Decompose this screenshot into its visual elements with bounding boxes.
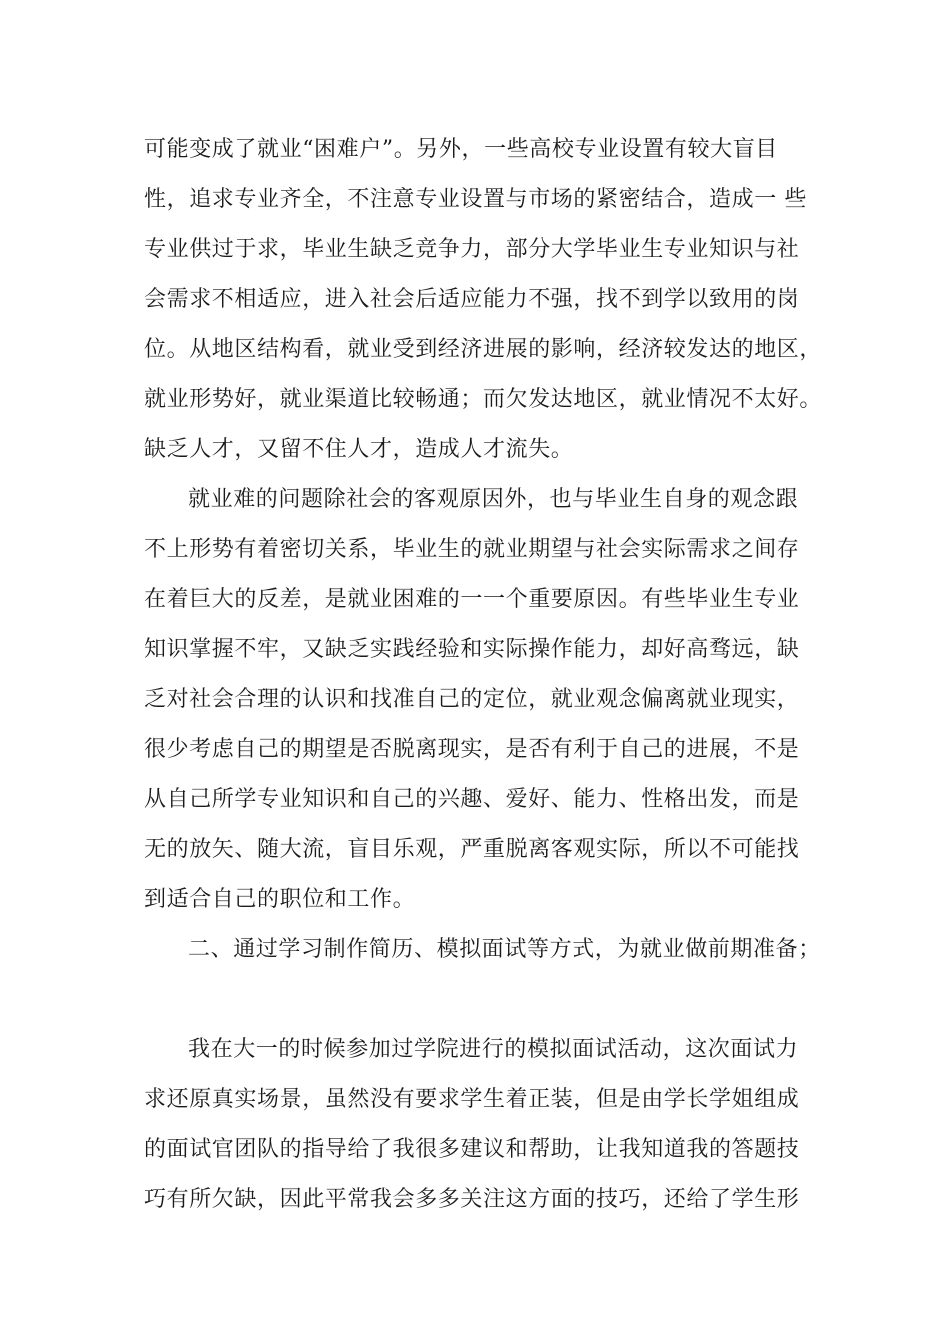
paragraph-first-line: 我在大一的时候参加过学院进行的模拟面试活动，这次面试力 <box>188 1037 799 1062</box>
paragraph-first-line: 就业难的问题除社会的客观原因外，也与毕业生自身的观念跟 <box>188 487 799 512</box>
text-line: 位。从地区结构看，就业受到经济进展的影响，经济较发达的地区， <box>144 337 823 362</box>
text-line: 可能变成了就业“困难户”。另外，一些高校专业设置有较大盲目 <box>144 137 778 162</box>
text-line: 缺乏人才，又留不住人才，造成人才流失。 <box>144 437 574 462</box>
text-line: 从自己所学专业知识和自己的兴趣、爱好、能力、性格出发，而是 <box>144 787 800 812</box>
text-line: 巧有所欠缺，因此平常我会多多关注这方面的技巧，还给了学生形 <box>144 1187 800 1212</box>
text-line: 性，追求专业齐全，不注意专业设置与市场的紧密结合，造成一 些 <box>144 187 807 212</box>
text-line: 知识掌握不牢，又缺乏实践经验和实际操作能力，却好高骛远，缺 <box>144 637 800 662</box>
text-line: 很少考虑自己的期望是否脱离现实，是否有利于自己的进展，不是 <box>144 737 800 762</box>
section-heading: 二、通过学习制作简历、模拟面试等方式，为就业做前期准备； <box>188 937 821 962</box>
text-line: 的面试官团队的指导给了我很多建议和帮助，让我知道我的答题技 <box>144 1137 800 1162</box>
text-line: 会需求不相适应，进入社会后适应能力不强，找不到学以致用的岗 <box>144 287 800 312</box>
text-line: 就业形势好，就业渠道比较畅通；而欠发达地区，就业情况不太好。 <box>144 387 823 412</box>
text-line: 无的放矢、随大流，盲目乐观，严重脱离客观实际，所以不可能找 <box>144 837 800 862</box>
text-line: 专业供过于求，毕业生缺乏竞争力，部分大学毕业生专业知识与社 <box>144 237 800 262</box>
text-line: 不上形势有着密切关系，毕业生的就业期望与社会实际需求之间存 <box>144 537 800 562</box>
text-line: 求还原真实场景，虽然没有要求学生着正装，但是由学长学姐组成 <box>144 1087 800 1112</box>
text-line: 到适合自己的职位和工作。 <box>144 887 416 912</box>
text-line: 在着巨大的反差，是就业困难的一一个重要原因。有些毕业生专业 <box>144 587 800 612</box>
text-line: 乏对社会合理的认识和找准自己的定位，就业观念偏离就业现实， <box>144 687 800 712</box>
